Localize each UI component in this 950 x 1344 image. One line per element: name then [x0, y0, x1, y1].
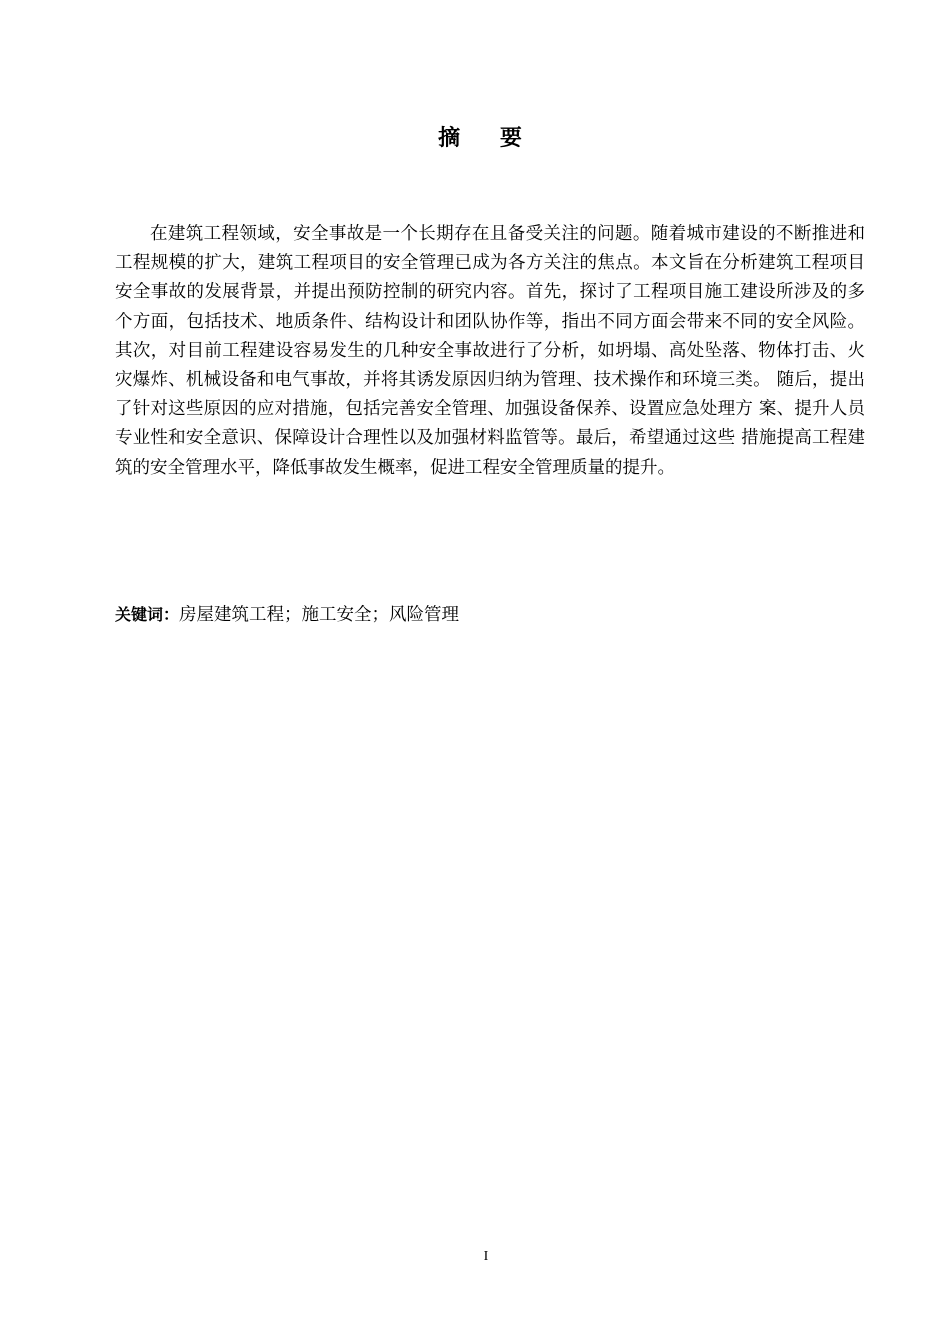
- page-number: I: [483, 1249, 489, 1264]
- keywords-label: 关键词：: [115, 605, 180, 624]
- keywords-line: [115, 601, 865, 629]
- abstract-paragraph: 在建筑工程领域，安全事故是一个长期存在且备受关注的问题。随着城市建设的不断推进和工程规模的扩大，建筑工程项目的安全管理已成为各方关注的焦点。本文旨在分析建筑工程项目安全事故的发展背景，并提出预防控制的研究内容。首先，探讨了工程项目施工建设所涉及的多个方面，包括技术、地质条件、结构设计和团队协作等，指出不同方面会带来不同的安全风险。其次，对目前工程建设容易发生的几种安全事故进行了分析，如坍塌、高处坠落、物体打击、火灾爆炸、机械设备和电气事故，并将其诱发原因归纳为管理、技术操作和环境三类。 随后，提出了针对这些原因的应对措施，包括完善安全管理、加强设备保养、设置应急处理方 案、提升人员专业性和安全意识、保障设计合理性以及加强材料监管等。最后，希望通过这些 措施提高工程建筑的安全管理水平，降低事故发生概率，促进工程安全管理质量的提升。: [115, 224, 865, 478]
- keywords-value: 房屋建筑工程；施工安全；风险管理: [179, 605, 460, 625]
- abstract-body: [115, 220, 865, 483]
- abstract-title: 摘 要: [438, 126, 538, 151]
